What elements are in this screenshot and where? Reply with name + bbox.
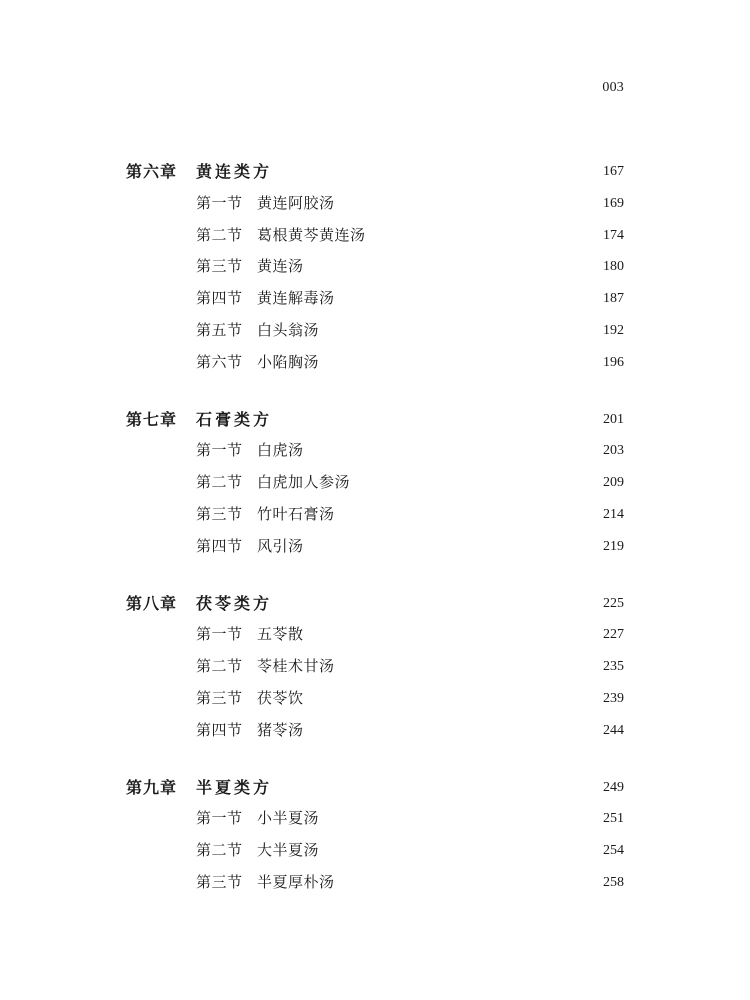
section-page: 258 <box>603 874 624 890</box>
chapter-title: 茯苓类方 <box>196 593 273 613</box>
section-number: 第二节 <box>196 473 243 492</box>
section-page: 244 <box>603 722 624 738</box>
section-title: 大半夏汤 <box>257 841 320 860</box>
toc-entry[interactable] <box>0 651 750 683</box>
section-title: 茯苓饮 <box>257 688 304 707</box>
section-number: 第四节 <box>196 720 243 739</box>
section-page: 209 <box>603 475 624 491</box>
toc-entry[interactable] <box>0 531 750 563</box>
toc-entry[interactable] <box>0 467 750 499</box>
chapter-heading[interactable] <box>0 772 750 804</box>
page-number: 003 <box>602 80 624 95</box>
section-title: 白虎汤 <box>257 441 304 460</box>
section-page: 254 <box>603 843 624 859</box>
section-title: 黄连汤 <box>257 257 304 276</box>
toc-entry[interactable] <box>0 619 750 651</box>
table-of-contents <box>0 156 750 924</box>
section-title: 葛根黄芩黄连汤 <box>257 225 366 244</box>
chapter-heading[interactable] <box>0 156 750 188</box>
chapter-page: 201 <box>603 411 624 427</box>
section-page: 235 <box>603 659 624 675</box>
section-page: 192 <box>603 322 624 338</box>
toc-entry[interactable] <box>0 835 750 867</box>
section-title: 白头翁汤 <box>257 320 320 339</box>
chapter-8 <box>0 588 750 747</box>
chapter-page: 225 <box>603 595 624 611</box>
chapter-9 <box>0 772 750 899</box>
section-page: 203 <box>603 443 624 459</box>
section-page: 214 <box>603 506 624 522</box>
section-page: 196 <box>603 354 624 370</box>
section-title: 苓桂术甘汤 <box>257 657 335 676</box>
section-page: 219 <box>603 538 624 554</box>
section-number: 第三节 <box>196 504 243 523</box>
section-number: 第三节 <box>196 257 243 276</box>
toc-entry[interactable] <box>0 283 750 315</box>
section-number: 第一节 <box>196 809 243 828</box>
toc-entry[interactable] <box>0 220 750 252</box>
section-page: 227 <box>603 627 624 643</box>
toc-entry[interactable] <box>0 315 750 347</box>
toc-entry[interactable] <box>0 683 750 715</box>
chapter-number: 第六章 <box>126 162 178 181</box>
toc-entry[interactable] <box>0 347 750 379</box>
section-page: 251 <box>603 811 624 827</box>
section-page: 174 <box>603 227 624 243</box>
chapter-title: 石膏类方 <box>196 409 273 429</box>
chapter-heading[interactable] <box>0 404 750 436</box>
chapter-6 <box>0 156 750 379</box>
section-title: 五苓散 <box>257 625 304 644</box>
section-title: 黄连解毒汤 <box>257 289 335 308</box>
section-number: 第一节 <box>196 625 243 644</box>
section-title: 风引汤 <box>257 536 304 555</box>
section-page: 239 <box>603 690 624 706</box>
section-number: 第六节 <box>196 352 243 371</box>
chapter-number: 第九章 <box>126 777 178 797</box>
toc-entry[interactable] <box>0 867 750 899</box>
section-number: 第二节 <box>196 657 243 676</box>
toc-entry[interactable] <box>0 435 750 467</box>
toc-entry[interactable] <box>0 715 750 747</box>
section-title: 小陷胸汤 <box>257 352 320 371</box>
section-title: 竹叶石膏汤 <box>257 504 335 523</box>
section-number: 第四节 <box>196 289 243 308</box>
chapter-title: 半夏类方 <box>196 777 273 797</box>
chapter-number: 第七章 <box>126 409 178 429</box>
section-number: 第四节 <box>196 536 243 555</box>
toc-entry[interactable] <box>0 188 750 220</box>
chapter-page: 167 <box>603 164 624 179</box>
chapter-heading[interactable] <box>0 588 750 620</box>
section-number: 第五节 <box>196 320 243 339</box>
section-number: 第三节 <box>196 872 243 891</box>
section-title: 半夏厚朴汤 <box>257 872 335 891</box>
section-number: 第一节 <box>196 193 243 212</box>
chapter-number: 第八章 <box>126 593 178 613</box>
section-page: 180 <box>603 259 624 275</box>
section-page: 169 <box>603 195 624 211</box>
toc-entry[interactable] <box>0 499 750 531</box>
section-title: 猪苓汤 <box>257 720 304 739</box>
section-number: 第三节 <box>196 688 243 707</box>
section-number: 第二节 <box>196 841 243 860</box>
section-number: 第二节 <box>196 225 243 244</box>
chapter-7 <box>0 404 750 563</box>
section-title: 小半夏汤 <box>257 809 320 828</box>
section-number: 第一节 <box>196 441 243 460</box>
section-title: 黄连阿胶汤 <box>257 193 335 212</box>
chapter-page: 249 <box>603 779 624 795</box>
section-title: 白虎加人参汤 <box>257 473 351 492</box>
toc-entry[interactable] <box>0 251 750 283</box>
toc-entry[interactable] <box>0 803 750 835</box>
section-page: 187 <box>603 291 624 307</box>
chapter-title: 黄连类方 <box>196 162 273 181</box>
